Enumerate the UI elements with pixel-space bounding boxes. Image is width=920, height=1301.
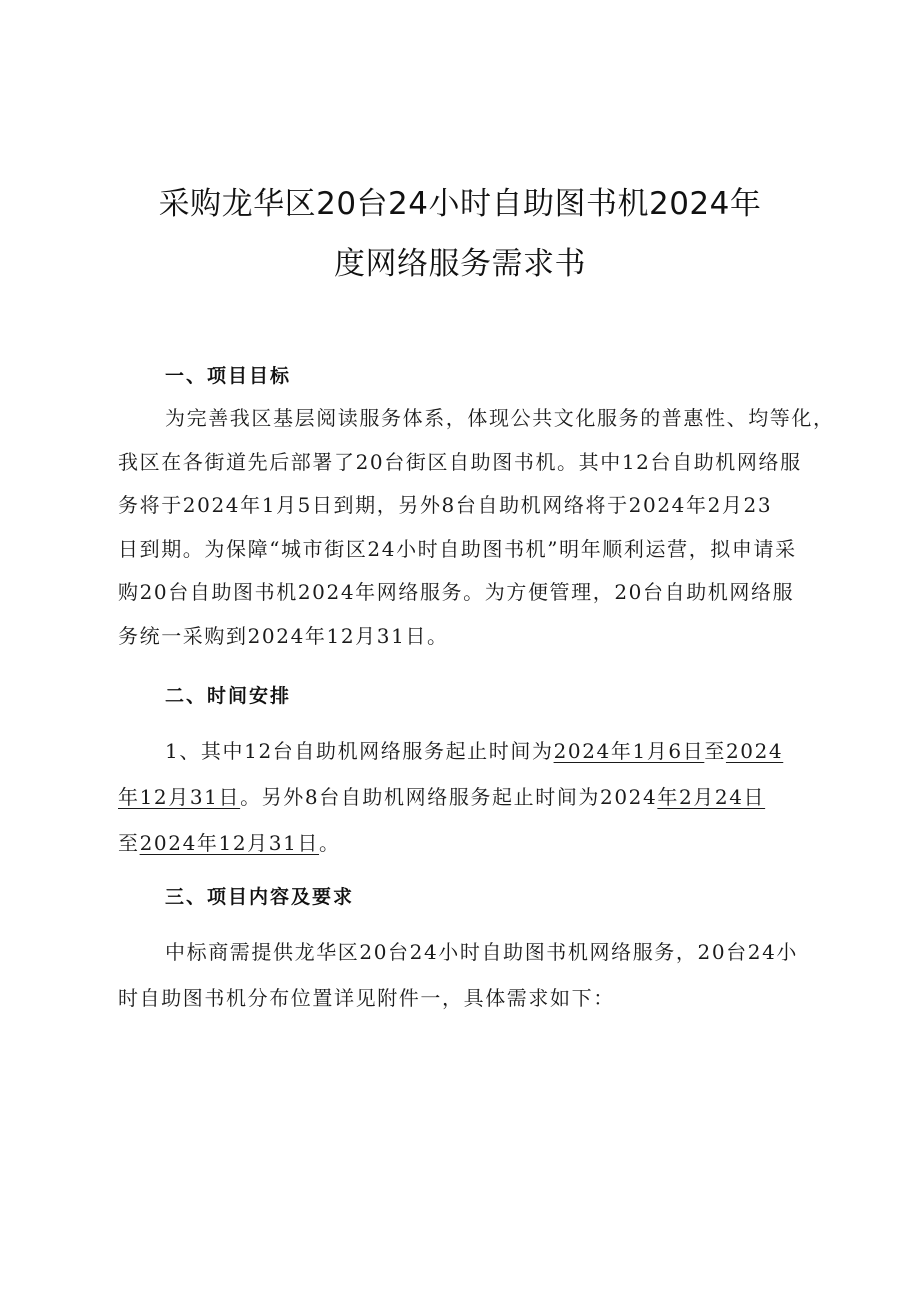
paragraph-line: 为完善我区基层阅读服务体系，体现公共文化服务的普惠性、均等化， <box>165 406 835 430</box>
section-heading-project-goal: 一、项目目标 <box>165 365 292 387</box>
paragraph-line: 我区在各街道先后部署了20台街区自助图书机。其中12台自助机网络服 <box>118 450 802 474</box>
paragraph-line <box>165 735 783 764</box>
text-run: 至 <box>704 739 726 763</box>
text-run: 。另外8台自助机网络服务起止时间为2024 <box>240 785 658 809</box>
paragraph-line: 务统一采购到2024年12月31日。 <box>118 624 449 648</box>
paragraph-line: 购20台自助图书机2024年网络服务。为方便管理，20台自助机网络服 <box>118 580 795 604</box>
paragraph-line <box>118 827 341 856</box>
paragraph-line: 中标商需提供龙华区20台24小时自助图书机网络服务，20台24小 <box>165 940 798 964</box>
document-title-line-2: 度网络服务需求书 <box>334 246 586 282</box>
underlined-date: 年2月24日 <box>657 785 766 809</box>
paragraph-line: 日到期。为保障“城市街区24小时自助图书机”明年顺利运营，拟申请采 <box>118 537 797 561</box>
paragraph-line <box>118 781 765 810</box>
section-heading-schedule: 二、时间安排 <box>165 685 292 707</box>
text-run: 1、其中12台自助机网络服务起止时间为 <box>165 739 554 763</box>
text-run: 至 <box>118 831 140 855</box>
paragraph-line: 时自助图书机分布位置详见附件一，具体需求如下： <box>118 986 615 1010</box>
section-heading-content-requirements: 三、项目内容及要求 <box>165 886 355 908</box>
underlined-date: 2024年1月6日 <box>553 739 705 763</box>
paragraph-line: 务将于2024年1月5日到期，另外8台自助机网络将于2024年2月23 <box>118 493 773 517</box>
underlined-date: 2024 <box>725 739 784 763</box>
text-run: 。 <box>319 831 341 855</box>
underlined-date: 2024年12月31日 <box>139 831 320 855</box>
underlined-date: 年12月31日 <box>118 785 241 809</box>
document-title-line-1: 采购龙华区20台24小时自助图书机2024年 <box>158 186 762 222</box>
